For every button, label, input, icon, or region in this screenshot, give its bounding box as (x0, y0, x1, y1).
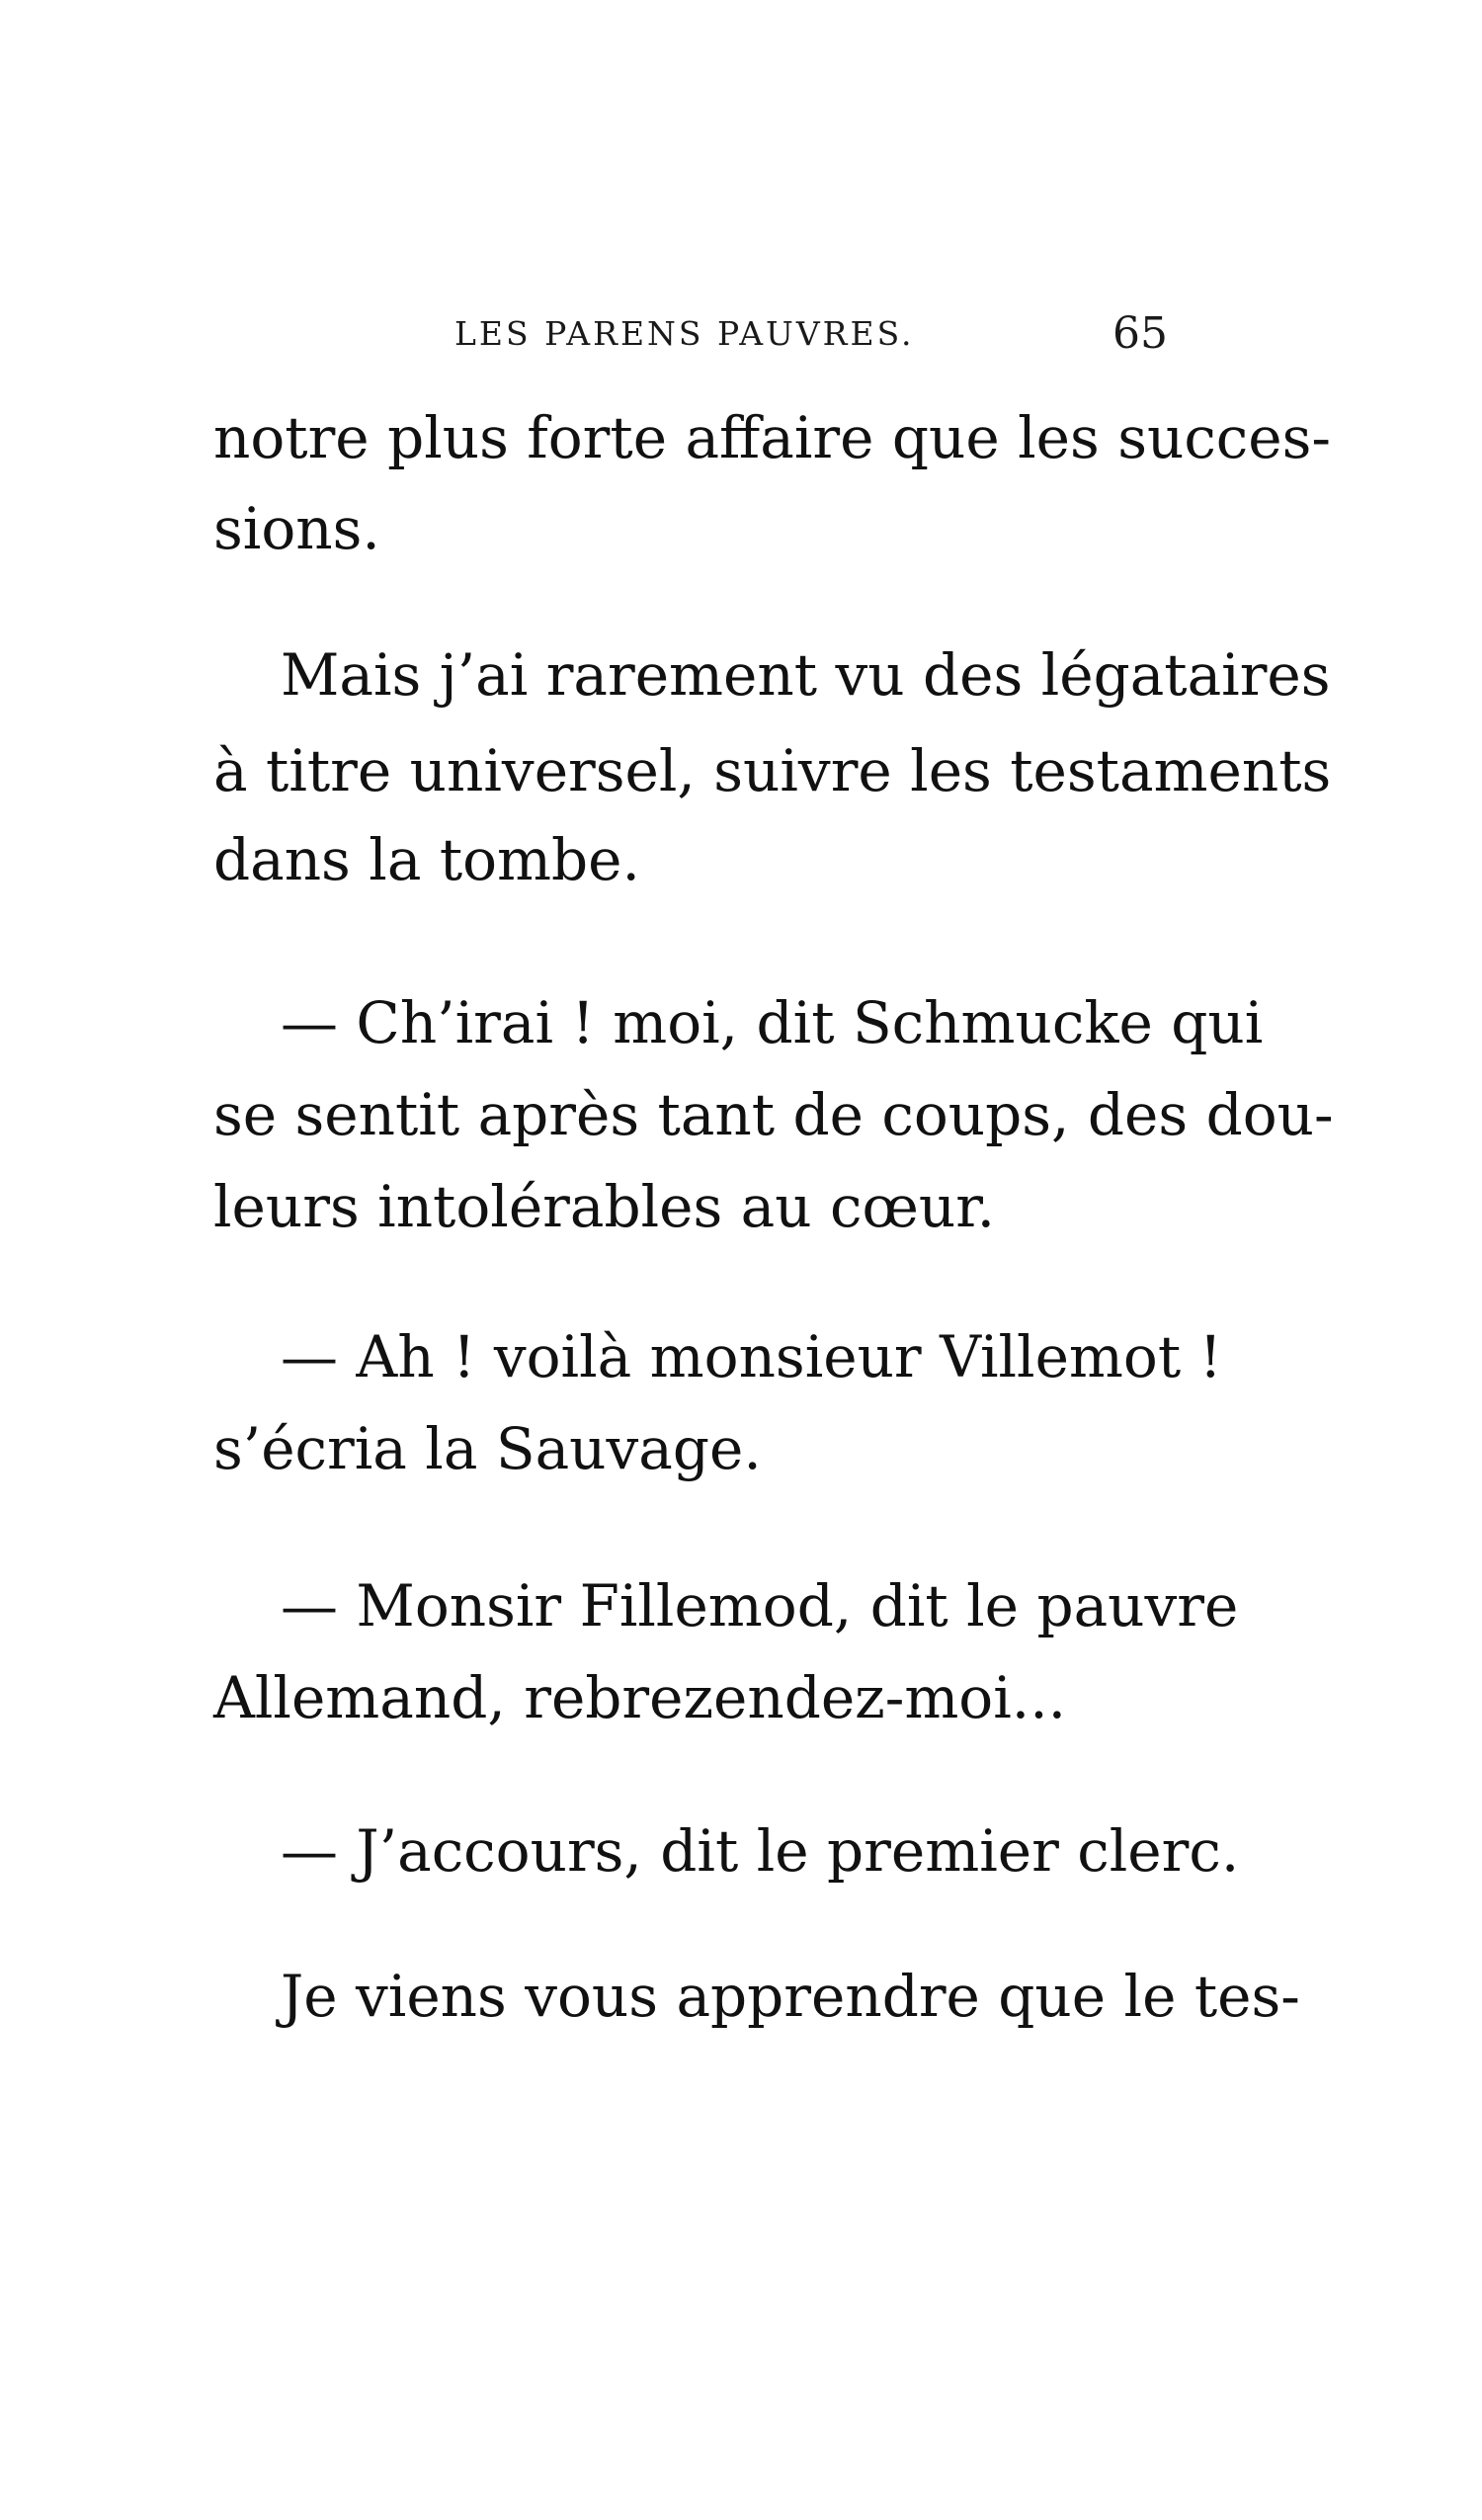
text-line: — Ch’irai ! moi, dit Schmucke qui (281, 989, 1264, 1056)
text-line: notre plus forte affaire que les succes- (213, 404, 1331, 471)
text-line: s’écria la Sauvage. (213, 1415, 762, 1482)
page-number: 65 (1112, 308, 1168, 359)
running-title: LES PARENS PAUVRES. (454, 314, 915, 353)
text-line: sions. (213, 495, 380, 562)
text-line: — Ah ! voilà monsieur Villemot ! (281, 1323, 1222, 1390)
text-line: à titre universel, suivre les testaments (213, 737, 1332, 804)
text-line: — Monsir Fillemod, dit le pauvre (281, 1572, 1239, 1639)
text-line: Je viens vous apprendre que le tes- (281, 1963, 1300, 2030)
text-line: leurs intolérables au cœur. (213, 1173, 996, 1240)
text-line: Allemand, rebrezendez-moi... (213, 1664, 1067, 1731)
text-line: — J’accours, dit le premier clerc. (281, 1817, 1240, 1885)
text-line: dans la tombe. (213, 826, 640, 893)
text-line: Mais j’ai rarement vu des légataires (281, 641, 1331, 709)
text-line: se sentit après tant de coups, des dou- (213, 1081, 1334, 1148)
